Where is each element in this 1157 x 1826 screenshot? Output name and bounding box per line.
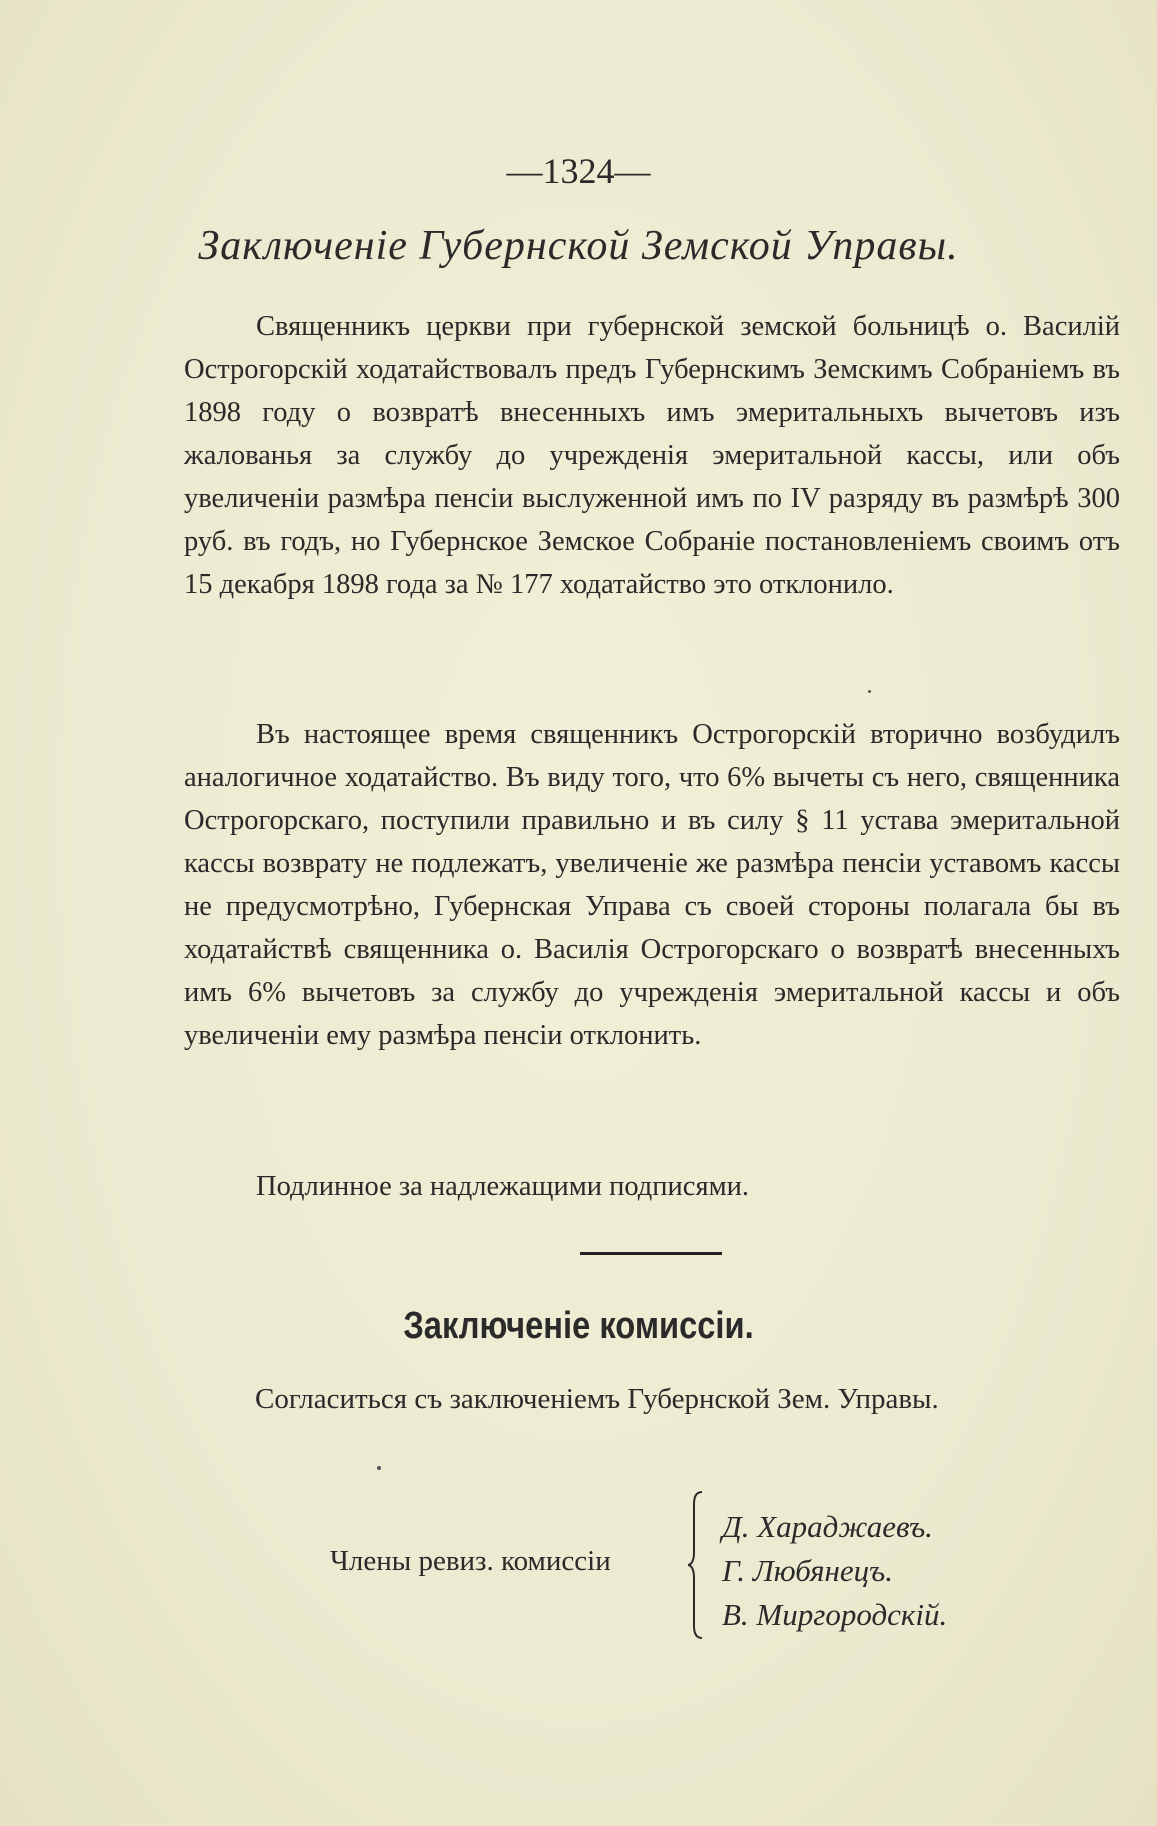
signature-3: В. Миргородскій. [722, 1597, 948, 1632]
section-divider [580, 1252, 722, 1255]
commission-title: Заключеніе комиссіи. [403, 1305, 754, 1347]
paragraph-3-block [184, 1165, 1120, 1208]
curly-brace-icon [688, 1490, 704, 1640]
paragraph-1-block [184, 305, 1120, 606]
section-title: Заключеніе Губернской Земской Управы. [198, 223, 959, 269]
paragraph-2: Въ настоящее время священникъ Острогорскій вторично возбудилъ аналогичное ходатайство. Въ виду того, что 6% вычеты съ него, священника Острогорскаго, поступили правильно и въ силу § 11 устава эмеритальной кассы возврату не подлежатъ, увеличеніе же размѣра пенсіи уставомъ кассы не предусмотрѣно, Губернская Управа съ своей стороны полагала бы въ ходатайствѣ священника о. Василія Острогорскаго о возвратѣ внесенныхъ имъ 6% вычетовъ за службу до учрежденія эмеритальной кассы и объ увеличеніи ему размѣра пенсіи отклонить. [184, 719, 1120, 1051]
commission-text: Согласиться съ заключеніемъ Губернской Зем. Управы. [255, 1383, 939, 1415]
signature-2: Г. Любянецъ. [722, 1553, 893, 1588]
members-label: Члены ревиз. комиссіи [330, 1545, 611, 1577]
signature-list [722, 1505, 947, 1637]
paragraph-3: Подлинное за надлежащими подписями. [256, 1171, 749, 1202]
page-number: —1324— [506, 151, 651, 191]
signature-1: Д. Хараджаевъ. [722, 1509, 933, 1544]
paragraph-1: Священникъ церкви при губернской земской больницѣ о. Василій Острогорскій ходатайствовалъ предъ Губернскимъ Земскимъ Собраніемъ въ 1898 году о возвратѣ внесенныхъ имъ эмеритальныхъ вычетовъ изъ жалованья за службу до учрежденія эмеритальной кассы, или объ увеличеніи размѣра пенсіи выслуженной имъ по IV разряду въ размѣрѣ 300 руб. въ годъ, но Губернское Земское Собраніе постановленіемъ своимъ отъ 15 декабря 1898 года за № 177 ходатайство это отклонило. [184, 311, 1120, 600]
paragraph-2-block [184, 713, 1120, 1057]
ink-speck [868, 690, 871, 693]
ink-speck [377, 1466, 381, 1470]
